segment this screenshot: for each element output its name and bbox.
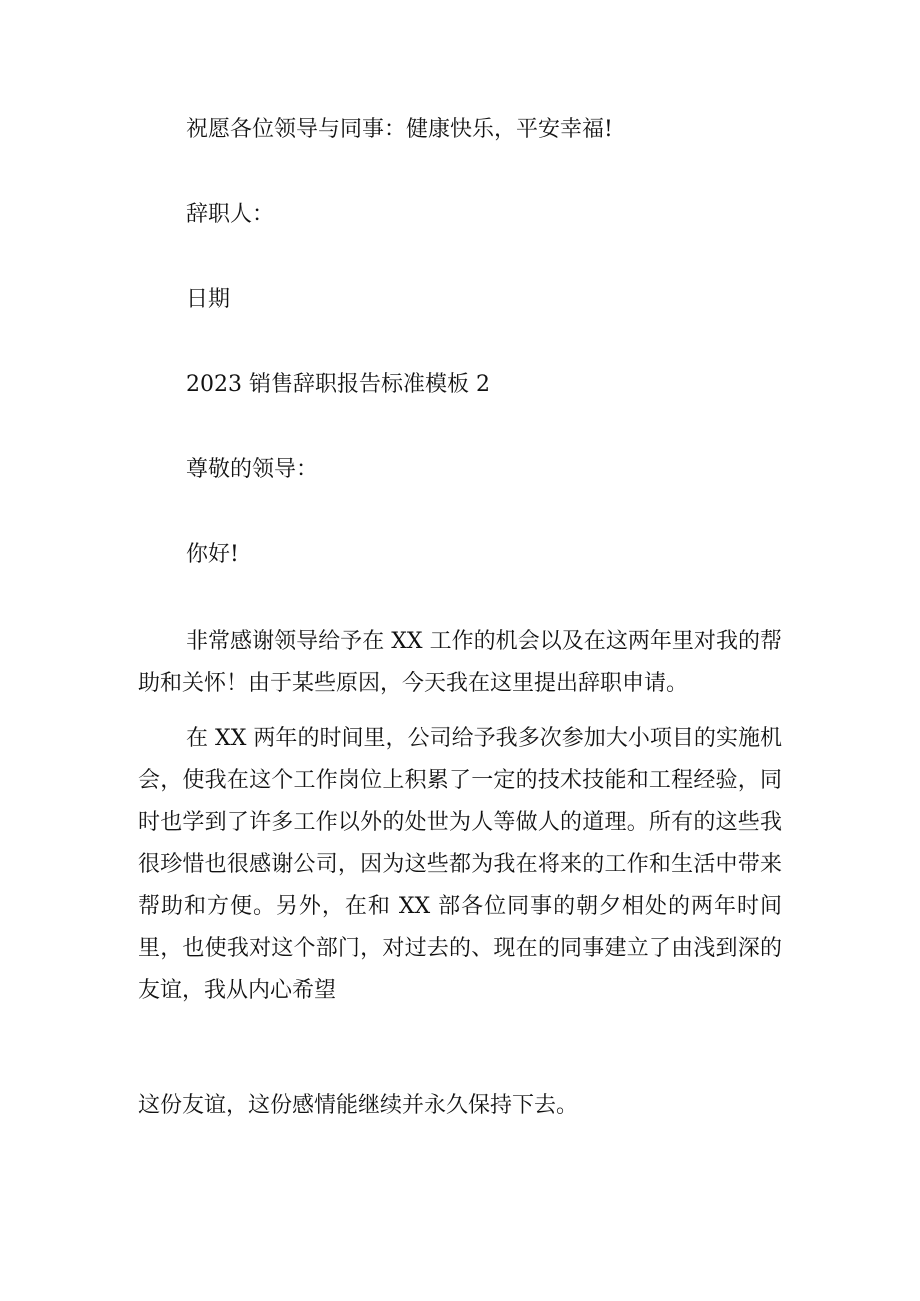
greeting: 你好!	[186, 542, 239, 567]
section-title: 2023 销售辞职报告标准模板 2	[186, 372, 490, 397]
paragraph-continuation: 这份友谊，这份感情能继续并永久保持下去。	[138, 1093, 579, 1118]
paragraph-experience: 在 XX 两年的时间里，公司给予我多次参加大小项目的实施机会，使我在这个工作岗位上积累了一定的技术技能和工程经验，同时也学到了许多工作以外的处世为人等做人的道理。所有的这些我很珍惜也很感谢公司，因为这些都为我在将来的工作和生活中带来帮助和方便。另外，在和 XX 部各位同事的朝夕相处的两年时间里，也使我对这个部门，对过去的、现在的同事建立了由浅到深的友谊，我从内心希望	[138, 726, 782, 1003]
date-label: 日期	[186, 287, 231, 312]
salutation: 尊敬的领导：	[186, 457, 319, 482]
closing-wish: 祝愿各位领导与同事：健康快乐，平安幸福!	[186, 117, 613, 142]
paragraph-thanks: 非常感谢领导给予在 XX 工作的机会以及在这两年里对我的帮助和关怀！由于某些原因，今天我在这里提出辞职申请。	[138, 629, 782, 696]
resigner-label: 辞职人：	[186, 202, 275, 227]
